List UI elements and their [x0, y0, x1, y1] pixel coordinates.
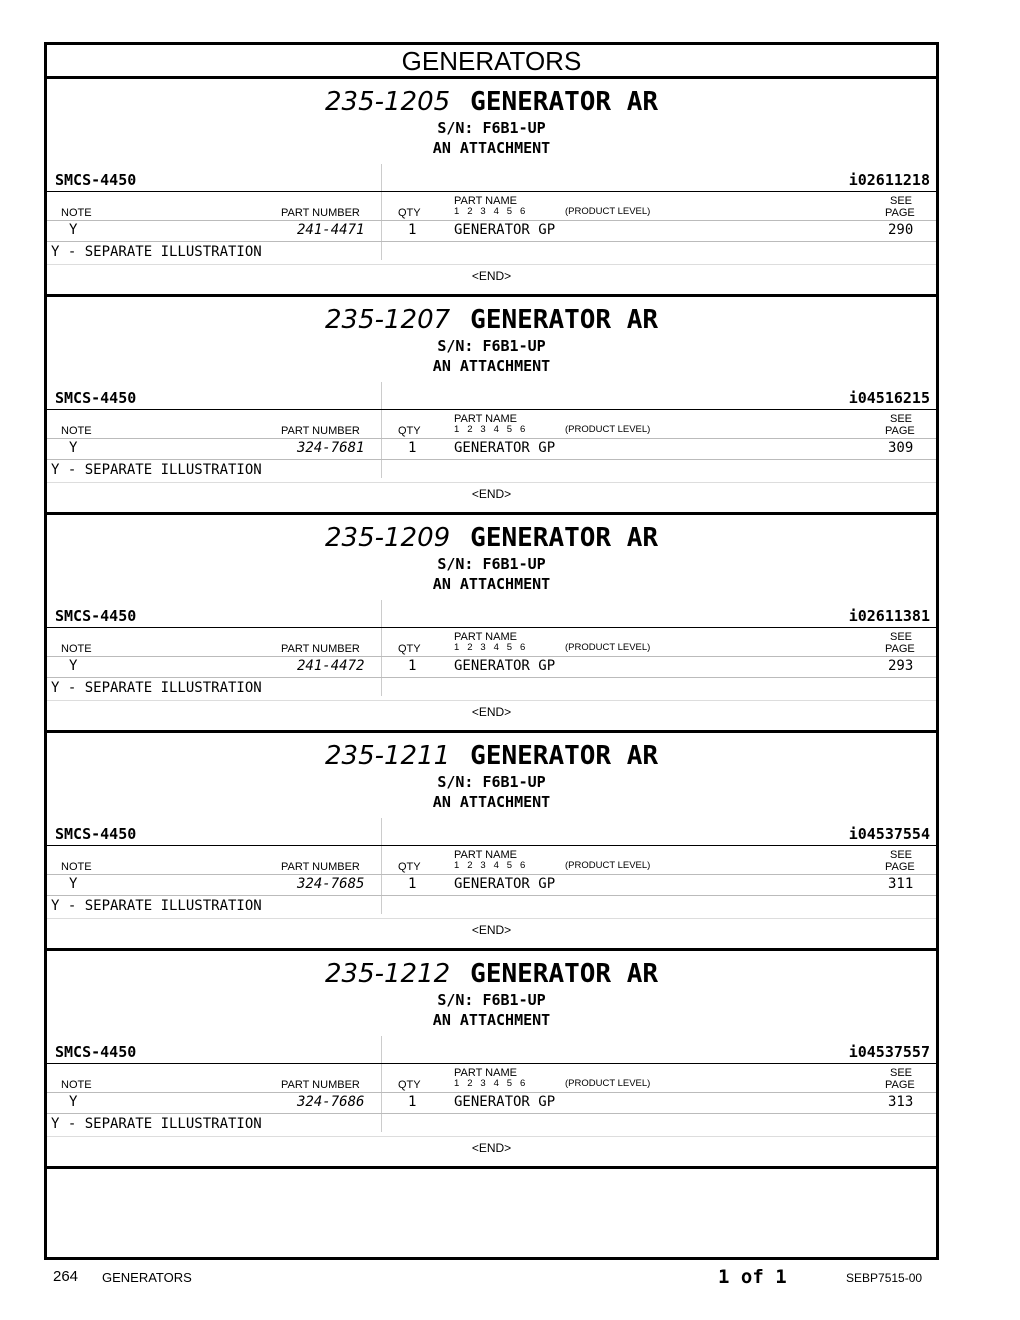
group-header	[47, 951, 936, 1043]
group-type: AN ATTACHMENT	[432, 139, 551, 157]
col-part-name: PART NAME	[454, 413, 517, 425]
row-qty: 1	[408, 440, 417, 456]
info-id: i02611218	[848, 171, 930, 189]
group-section	[47, 515, 936, 733]
note-row	[47, 460, 936, 483]
group-section	[47, 297, 936, 515]
smcs-code: SMCS-4450	[55, 825, 137, 843]
row-part-number: 324-7681	[297, 440, 365, 456]
row-see-page: 290	[888, 222, 914, 238]
smcs-row	[47, 825, 936, 846]
col-note: NOTE	[61, 1079, 92, 1091]
col-qty: QTY	[398, 425, 421, 437]
footer-section: GENERATORS	[102, 1270, 192, 1285]
col-levels: 1 2 3 4 5 6	[454, 860, 526, 871]
group-name: GENERATOR AR	[470, 959, 659, 989]
smcs-code: SMCS-4450	[55, 389, 137, 407]
row-see-page: 309	[888, 440, 914, 456]
table-row	[47, 657, 936, 678]
info-id: i02611381	[848, 607, 930, 625]
group-title	[47, 522, 936, 554]
note-row	[47, 242, 936, 265]
col-note: NOTE	[61, 861, 92, 873]
row-qty: 1	[408, 876, 417, 892]
footer-doc-id: SEBP7515-00	[846, 1271, 923, 1285]
col-levels: 1 2 3 4 5 6	[454, 1078, 526, 1089]
col-qty: QTY	[398, 207, 421, 219]
row-see-page: 293	[888, 658, 914, 674]
note-text: Y - SEPARATE ILLUSTRATION	[51, 898, 262, 914]
smcs-code: SMCS-4450	[55, 1043, 137, 1061]
group-type: AN ATTACHMENT	[432, 793, 551, 811]
column-header	[47, 1064, 936, 1093]
note-row	[47, 678, 936, 701]
col-product-level: (PRODUCT LEVEL)	[565, 642, 651, 653]
table-row	[47, 439, 936, 460]
col-page: PAGE	[885, 643, 915, 655]
row-note: Y	[69, 222, 78, 238]
col-product-level: (PRODUCT LEVEL)	[565, 424, 651, 435]
group-section	[47, 733, 936, 951]
end-marker: <END>	[471, 923, 512, 937]
group-name: GENERATOR AR	[470, 523, 659, 553]
group-type: AN ATTACHMENT	[432, 1011, 551, 1029]
serial-range: S/N: F6B1-UP	[437, 555, 546, 573]
note-text: Y - SEPARATE ILLUSTRATION	[51, 680, 262, 696]
group-name: GENERATOR AR	[470, 741, 659, 771]
col-see: SEE	[890, 849, 913, 861]
table-row	[47, 221, 936, 242]
col-note: NOTE	[61, 643, 92, 655]
col-part-number: PART NUMBER	[281, 1079, 360, 1091]
group-number: 235-1211	[324, 741, 451, 771]
group-type: AN ATTACHMENT	[432, 357, 551, 375]
group-type: AN ATTACHMENT	[432, 575, 551, 593]
end-marker: <END>	[471, 705, 512, 719]
col-product-level: (PRODUCT LEVEL)	[565, 860, 651, 871]
smcs-row	[47, 389, 936, 410]
col-note: NOTE	[61, 425, 92, 437]
col-note: NOTE	[61, 207, 92, 219]
row-note: Y	[69, 876, 78, 892]
info-id: i04537557	[848, 1043, 930, 1061]
column-header	[47, 410, 936, 439]
note-text: Y - SEPARATE ILLUSTRATION	[51, 244, 262, 260]
group-title	[47, 740, 936, 772]
col-levels: 1 2 3 4 5 6	[454, 642, 526, 653]
group-header	[47, 515, 936, 607]
row-part-name: GENERATOR GP	[454, 658, 556, 674]
row-part-name: GENERATOR GP	[454, 876, 556, 892]
col-qty: QTY	[398, 1079, 421, 1091]
col-levels: 1 2 3 4 5 6	[454, 206, 526, 217]
parts-frame	[44, 42, 939, 1260]
col-product-level: (PRODUCT LEVEL)	[565, 206, 651, 217]
serial-range: S/N: F6B1-UP	[437, 991, 546, 1009]
row-part-number: 241-4472	[297, 658, 365, 674]
col-page: PAGE	[885, 425, 915, 437]
row-qty: 1	[408, 658, 417, 674]
col-qty: QTY	[398, 861, 421, 873]
row-part-number: 241-4471	[297, 222, 365, 238]
col-page: PAGE	[885, 207, 915, 219]
col-see: SEE	[890, 413, 913, 425]
group-section	[47, 79, 936, 297]
smcs-code: SMCS-4450	[55, 607, 137, 625]
note-row	[47, 896, 936, 919]
col-part-name: PART NAME	[454, 1067, 517, 1079]
row-part-number: 324-7685	[297, 876, 365, 892]
page-footer	[0, 1266, 1020, 1290]
group-number: 235-1207	[324, 305, 451, 335]
row-note: Y	[69, 440, 78, 456]
col-part-number: PART NUMBER	[281, 425, 360, 437]
col-see: SEE	[890, 631, 913, 643]
footer-page-of: 1 of 1	[718, 1266, 787, 1288]
group-header	[47, 733, 936, 825]
col-qty: QTY	[398, 643, 421, 655]
col-page: PAGE	[885, 1079, 915, 1091]
serial-range: S/N: F6B1-UP	[437, 119, 546, 137]
col-product-level: (PRODUCT LEVEL)	[565, 1078, 651, 1089]
group-title	[47, 86, 936, 118]
row-part-name: GENERATOR GP	[454, 440, 556, 456]
group-number: 235-1212	[324, 959, 451, 989]
note-text: Y - SEPARATE ILLUSTRATION	[51, 1116, 262, 1132]
col-part-name: PART NAME	[454, 631, 517, 643]
note-text: Y - SEPARATE ILLUSTRATION	[51, 462, 262, 478]
smcs-row	[47, 1043, 936, 1064]
row-part-name: GENERATOR GP	[454, 1094, 556, 1110]
table-row	[47, 1093, 936, 1114]
note-row	[47, 1114, 936, 1137]
smcs-row	[47, 607, 936, 628]
col-page: PAGE	[885, 861, 915, 873]
row-qty: 1	[408, 222, 417, 238]
col-levels: 1 2 3 4 5 6	[454, 424, 526, 435]
group-name: GENERATOR AR	[470, 305, 659, 335]
info-id: i04516215	[848, 389, 930, 407]
row-note: Y	[69, 1094, 78, 1110]
row-part-name: GENERATOR GP	[454, 222, 556, 238]
group-title	[47, 304, 936, 336]
row-note: Y	[69, 658, 78, 674]
group-section	[47, 951, 936, 1169]
serial-range: S/N: F6B1-UP	[437, 773, 546, 791]
group-number: 235-1205	[324, 87, 451, 117]
row-see-page: 311	[888, 876, 914, 892]
group-title	[47, 958, 936, 990]
row-part-number: 324-7686	[297, 1094, 365, 1110]
end-marker: <END>	[471, 487, 512, 501]
smcs-row	[47, 171, 936, 192]
serial-range: S/N: F6B1-UP	[437, 337, 546, 355]
col-part-number: PART NUMBER	[281, 643, 360, 655]
col-part-name: PART NAME	[454, 849, 517, 861]
footer-page-number: 264	[53, 1268, 79, 1285]
end-marker: <END>	[471, 1141, 512, 1155]
col-part-number: PART NUMBER	[281, 207, 360, 219]
row-qty: 1	[408, 1094, 417, 1110]
column-header	[47, 628, 936, 657]
group-header	[47, 79, 936, 171]
info-id: i04537554	[848, 825, 930, 843]
col-part-number: PART NUMBER	[281, 861, 360, 873]
col-see: SEE	[890, 1067, 913, 1079]
column-header	[47, 846, 936, 875]
group-name: GENERATOR AR	[470, 87, 659, 117]
group-number: 235-1209	[324, 523, 451, 553]
column-header	[47, 192, 936, 221]
col-part-name: PART NAME	[454, 195, 517, 207]
end-marker: <END>	[471, 269, 512, 283]
row-see-page: 313	[888, 1094, 914, 1110]
group-header	[47, 297, 936, 389]
page-title: GENERATORS	[47, 45, 936, 79]
col-see: SEE	[890, 195, 913, 207]
table-row	[47, 875, 936, 896]
smcs-code: SMCS-4450	[55, 171, 137, 189]
